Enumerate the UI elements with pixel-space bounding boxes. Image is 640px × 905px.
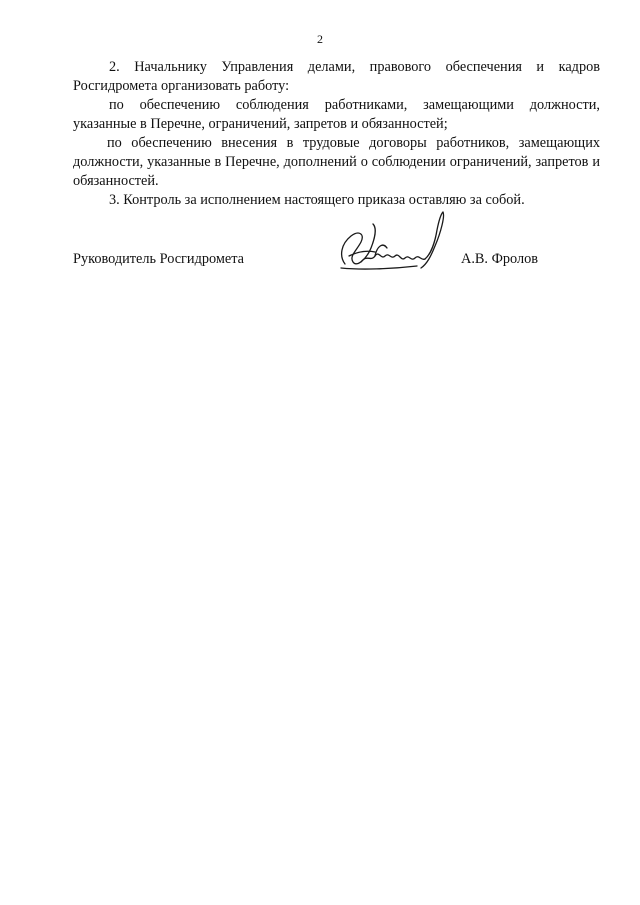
paragraph-subitem-contracts: по обеспечению внесения в трудовые договоры работников, замещающих должности, указанные в Перечне, дополнений о соблюдении ограничений, запретов и обязанностей.: [73, 135, 600, 189]
paragraph-item-3: 3. Контроль за исполнением настоящего приказа оставляю за собой.: [109, 192, 525, 208]
page-number: 2: [317, 32, 323, 46]
signer-title: Руководитель Росгидромета: [73, 251, 245, 267]
paragraph-subitem-compliance: по обеспечению соблюдения работниками, замещающими должности, указанные в Перечне, ограничений, запретов и обязанностей;: [73, 97, 600, 132]
paragraph-item-2: 2. Начальнику Управления делами, правового обеспечения и кадров Росгидромета организовать работу:: [73, 59, 600, 94]
signature-block: [73, 204, 600, 284]
document-body: [73, 58, 600, 210]
handwritten-signature-icon: [331, 206, 451, 276]
signer-name: А.В. Фролов: [461, 251, 539, 267]
